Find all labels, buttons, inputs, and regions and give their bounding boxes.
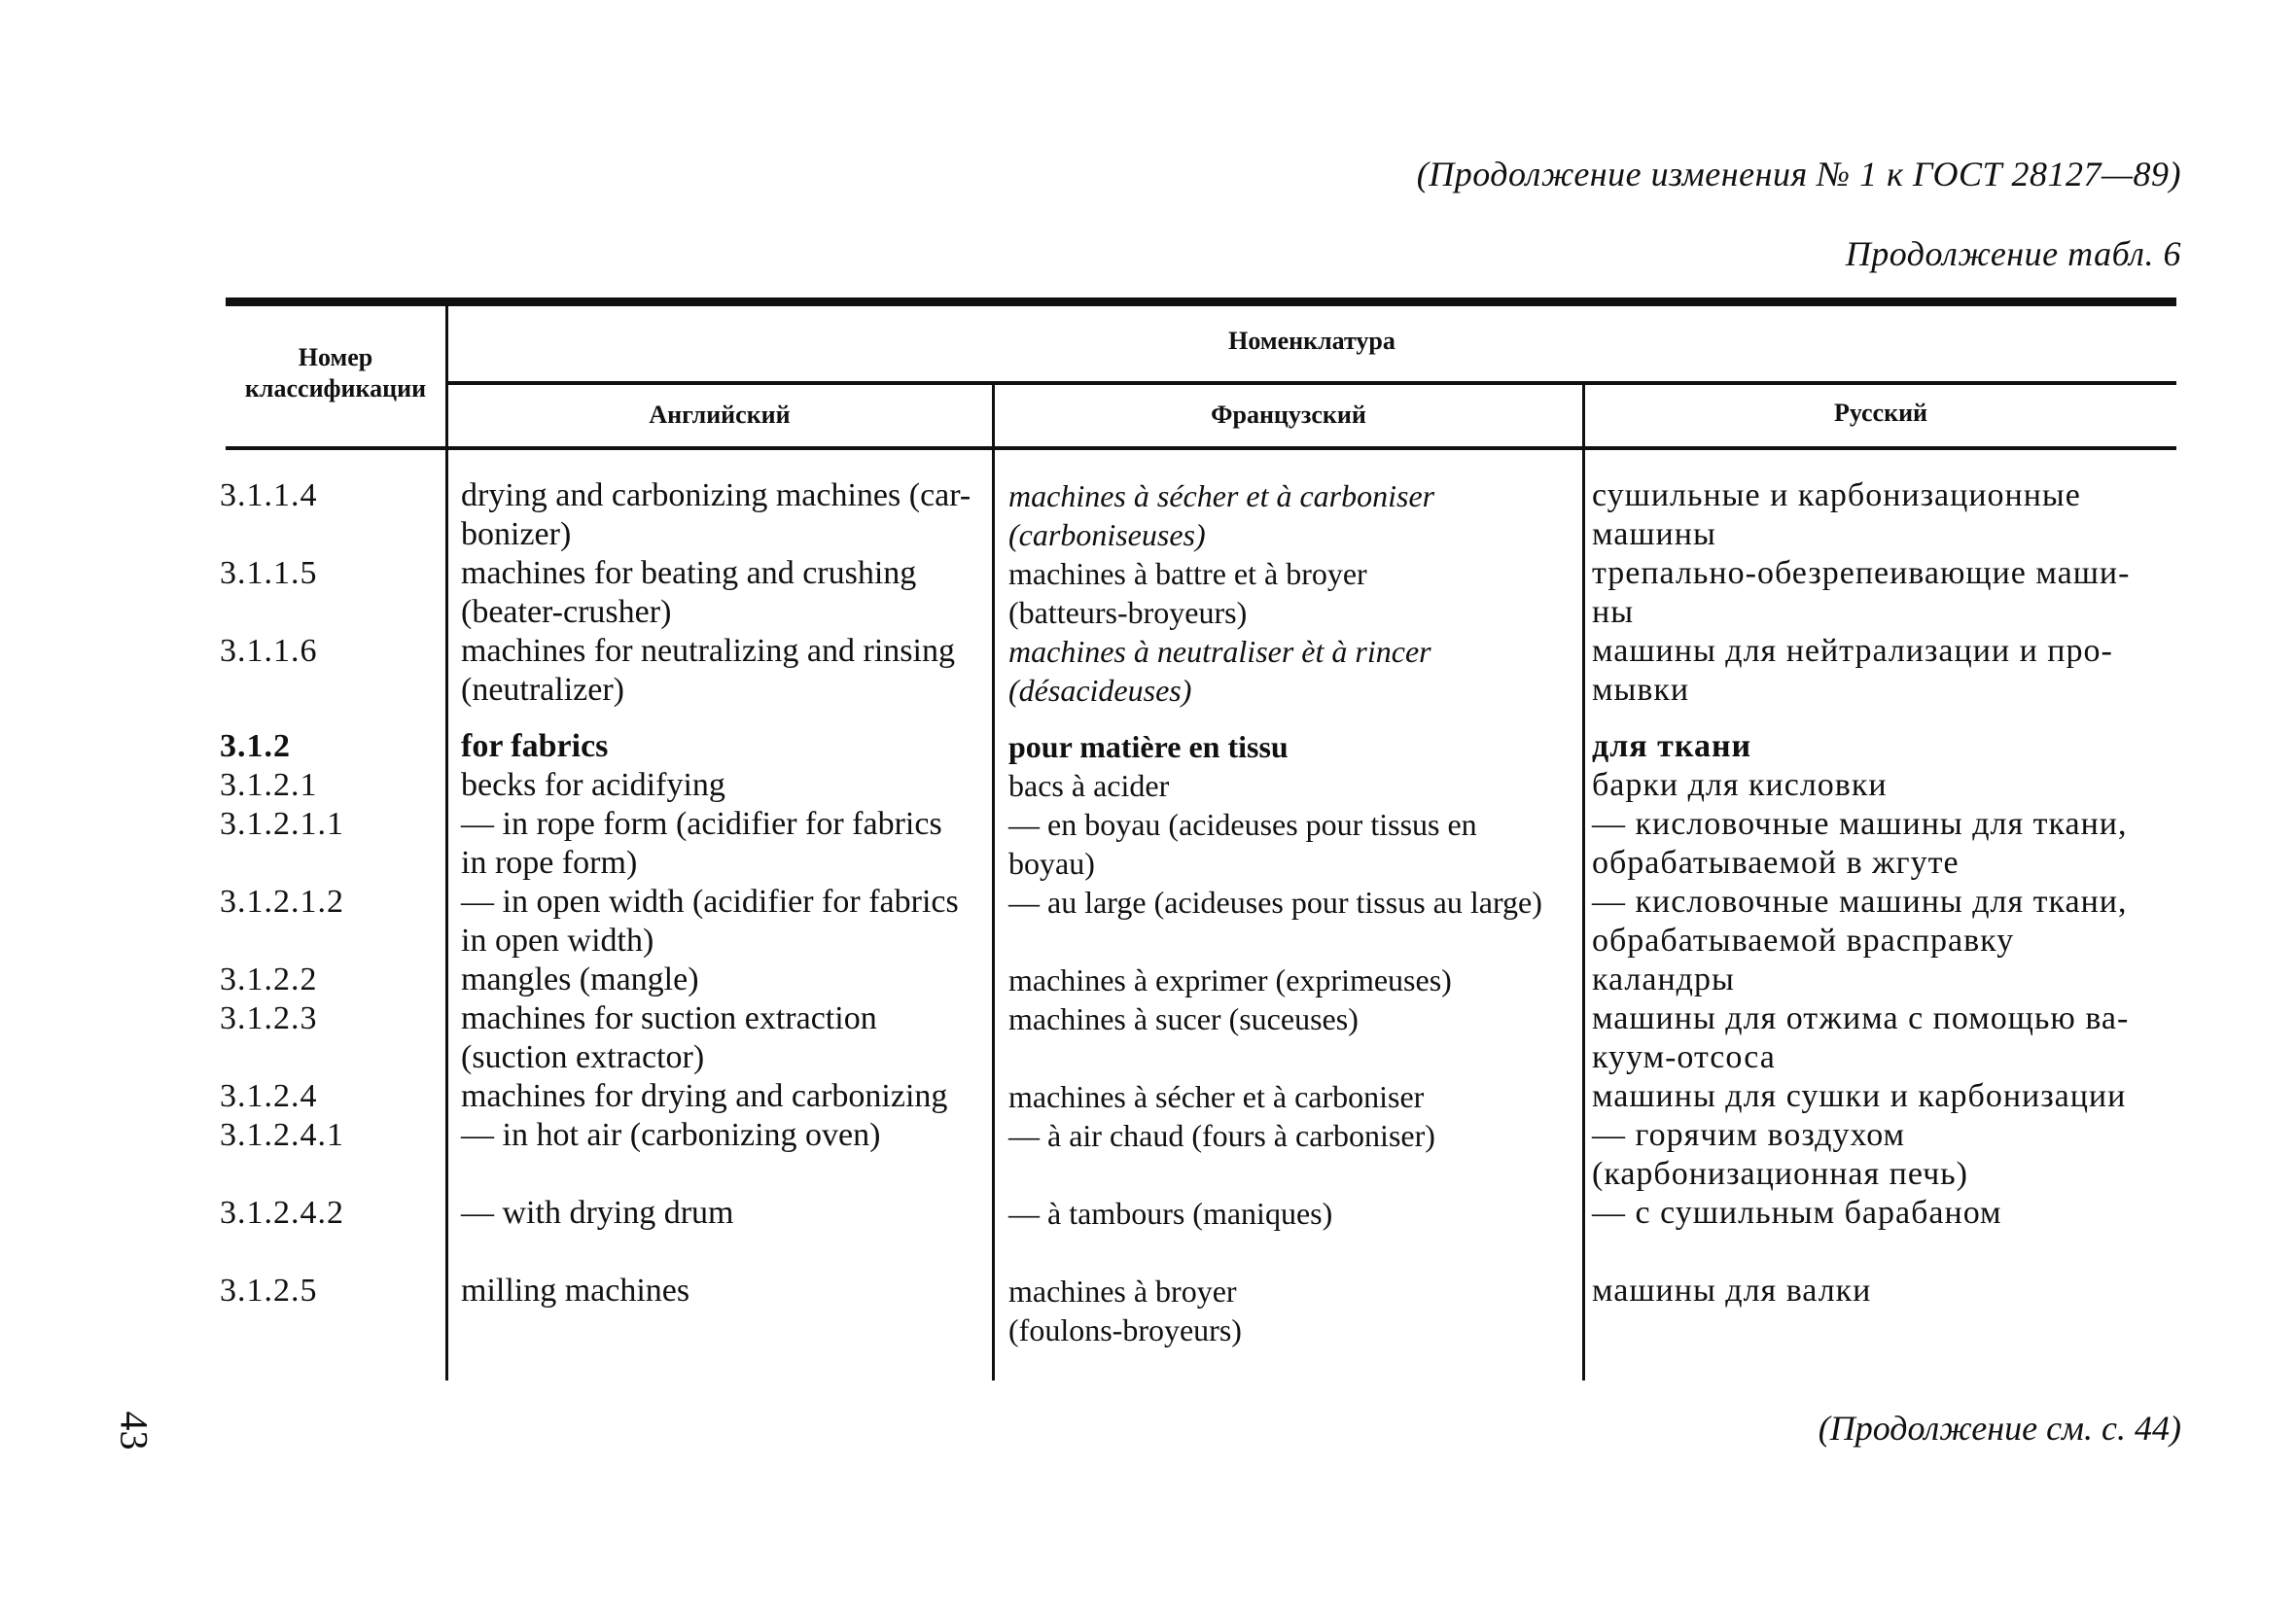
classification-number: 3.1.2.1.2 — [220, 884, 344, 920]
term-russian: сушильные и карбонизационные машины — [1592, 477, 2081, 552]
term-english: mangles (mangle) — [461, 961, 699, 997]
classification-number: 3.1.2.4.2 — [220, 1195, 344, 1231]
term-french: — en boyau (acideuses pour tissus en boyau) — [1008, 807, 1477, 881]
header-bottom-rule — [226, 446, 2176, 450]
term-english: — in open width (acidifier for fabrics in open width) — [461, 884, 959, 959]
term-english: machines for suction extraction (suction extractor) — [461, 1000, 877, 1075]
term-english: for fabrics — [461, 728, 609, 764]
term-russian: машины для сушки и карбонизации — [1592, 1078, 2127, 1114]
amendment-note: (Продолжение изменения № 1 к ГОСТ 28127—89) — [1416, 155, 2181, 193]
term-french: bacs à acider — [1008, 768, 1170, 803]
classification-number: 3.1.2.3 — [220, 1000, 318, 1036]
term-french: machines à broyer (foulons-broyeurs) — [1008, 1274, 1242, 1347]
column-separator-french — [1582, 383, 1585, 1381]
term-russian: каландры — [1592, 961, 1735, 997]
header-russian: Русский — [1833, 399, 1928, 427]
term-french: machines à sécher et à carboniser (carboniseuses) — [1008, 478, 1435, 552]
classification-number: 3.1.2.2 — [220, 961, 318, 997]
term-russian: трепально-обезрепеивающие маши- ны — [1592, 555, 2131, 630]
term-french: machines à exprimer (exprimeuses) — [1008, 962, 1452, 997]
classification-number: 3.1.2 — [220, 728, 291, 764]
term-french: machines à neutraliser èt à rincer (désacideuses) — [1008, 634, 1431, 708]
term-russian: машины для валки — [1592, 1273, 1872, 1309]
term-russian: — кисловочные машины для ткани, обрабатываемой в жгуте — [1592, 806, 2128, 881]
term-russian: для ткани — [1592, 728, 1752, 764]
term-russian: барки для кисловки — [1592, 767, 1888, 803]
term-french: — au large (acideuses pour tissus au large) — [1008, 885, 1542, 920]
classification-number: 3.1.1.5 — [220, 555, 318, 591]
classification-number: 3.1.2.1.1 — [220, 806, 344, 842]
classification-number: 3.1.2.1 — [220, 767, 318, 803]
header-nomenclature: Номенклатура — [1228, 327, 1395, 355]
column-separator-number — [445, 303, 448, 1381]
term-english: machines for drying and carbonizing — [461, 1078, 948, 1114]
term-russian: — кисловочные машины для ткани, обрабатываемой враспpавку — [1592, 884, 2128, 959]
term-french: — à tambours (maniques) — [1008, 1196, 1333, 1231]
nomenclature-divider-rule — [447, 381, 2176, 385]
term-french: machines à sucer (suceuses) — [1008, 1001, 1359, 1036]
term-english: becks for acidifying — [461, 767, 725, 803]
term-english: machines for neutralizing and rinsing (neutralizer) — [461, 633, 955, 708]
term-english: machines for beating and crushing (beater-crusher) — [461, 555, 917, 630]
header-french: Французский — [1211, 401, 1366, 429]
classification-number: 3.1.2.4.1 — [220, 1117, 344, 1153]
header-english: Английский — [649, 401, 791, 429]
term-english: milling machines — [461, 1273, 690, 1309]
term-russian: — с сушильным барабаном — [1592, 1195, 2002, 1231]
table-top-rule — [226, 297, 2176, 306]
term-french: machines à battre et à broyer (batteurs-broyeurs) — [1008, 556, 1367, 630]
term-english: drying and carbonizing machines (car- bonizer) — [461, 477, 971, 552]
term-english: — in hot air (carbonizing oven) — [461, 1117, 881, 1153]
term-french: machines à sécher et à carboniser — [1008, 1079, 1425, 1114]
table-continuation-label: Продолжение табл. 6 — [1845, 234, 2181, 273]
column-separator-english — [992, 383, 995, 1381]
footer-continuation: (Продолжение см. с. 44) — [1818, 1409, 2181, 1448]
classification-number: 3.1.2.5 — [220, 1273, 318, 1309]
term-english: — with drying drum — [461, 1195, 734, 1231]
term-french: — à air chaud (fours à carboniser) — [1008, 1118, 1435, 1153]
term-russian: — горячим воздухом (карбонизационная печь) — [1592, 1117, 1969, 1192]
header-classification-number: Номер классификации — [244, 343, 427, 402]
page-number: 43 — [112, 1411, 157, 1451]
term-russian: машины для отжима с помощью ва- куум-отсоса — [1592, 1000, 2130, 1075]
classification-number: 3.1.1.4 — [220, 477, 318, 513]
term-russian: машины для нейтрализации и про- мывки — [1592, 633, 2113, 708]
classification-number: 3.1.1.6 — [220, 633, 318, 669]
term-french: pour matière en tissu — [1008, 729, 1289, 764]
classification-number: 3.1.2.4 — [220, 1078, 318, 1114]
term-english: — in rope form (acidifier for fabrics in rope form) — [461, 806, 942, 881]
